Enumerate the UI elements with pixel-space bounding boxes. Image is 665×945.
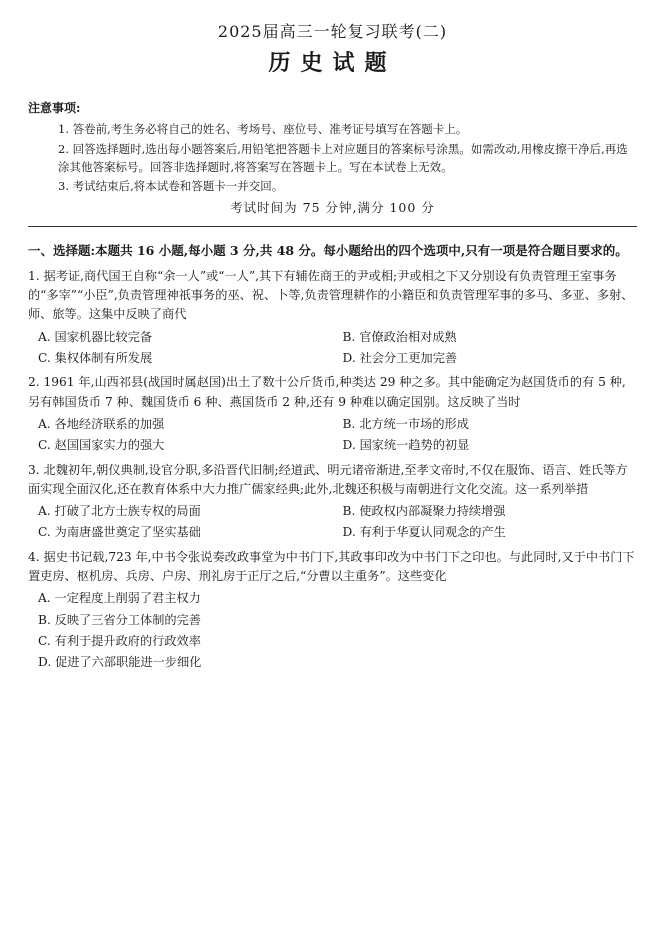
question-stem: 2. 1961 年,山西祁县(战国时属赵国)出土了数十公斤货币,种类达 29 种之多。其中能确定为赵国货币的有 5 种,另有韩国货币 7 种、魏国货币 6 种、燕国货币 2 种,还有 9 种难以确定国别。这反映了当时	[28, 375, 626, 409]
question-stem: 1. 据考证,商代国王自称“余一人”或“一人”,其下有辅佐商王的尹或相;尹或相之下又分别设有负责管理王室事务的“多宰”“小臣”,负责管理神祇事务的巫、祝、卜等,负责管理耕作的小籍臣和负责管理军事的多马、多亚、多射、师、旅等。这集中反映了商代	[28, 268, 634, 322]
option-b: B. 反映了三省分工体制的完善	[38, 612, 201, 627]
notice-item: 1. 答卷前,考生务必将自己的姓名、考场号、座位号、准考证号填写在答题卡上。	[58, 121, 468, 136]
exam-title: 2025届高三一轮复习联考(二)	[217, 22, 448, 41]
option-a: A. 各地经济联系的加强	[38, 416, 165, 431]
option-c: C. 为南唐盛世奠定了坚实基础	[38, 525, 201, 540]
option-a: A. 国家机器比较完备	[38, 329, 153, 344]
option-d: D. 国家统一趋势的初显	[342, 438, 470, 453]
option-a: A. 一定程度上削弱了君主权力	[38, 591, 201, 606]
option-d: D. 促进了六部职能进一步细化	[38, 655, 202, 670]
option-list	[38, 414, 637, 457]
exam-time: 考试时间为 75 分钟,满分 100 分	[230, 200, 435, 216]
notice-heading: 注意事项:	[28, 101, 81, 116]
option-c: C. 集权体制有所发展	[38, 351, 153, 365]
question-3	[28, 461, 637, 544]
option-list	[38, 588, 637, 673]
question-1	[28, 267, 637, 369]
question-stem: 3. 北魏初年,朝仪典制,设官分职,多沿晋代旧制;经道武、明元诸帝渐进,至孝文帝时,不仅在服饰、语言、姓氏等方面实现全面汉化,还在教育体系中大力推广儒家经典;此外,北魏还积极与南朝进行文化交流。这一系列举措	[28, 462, 628, 496]
option-c: C. 赵国国家实力的强大	[38, 438, 165, 453]
question-stem: 4. 据史书记载,723 年,中书令张说奏改政事堂为中书门下,其政事印改为中书门下之印也。与此同时,又于中书门下置吏房、枢机房、兵房、户房、刑礼房于正厅之后,“分曹以主重务”。这些变化	[28, 549, 635, 584]
option-c: C. 有利于提升政府的行政效率	[38, 634, 201, 648]
subject-title: 历史试题	[268, 49, 397, 76]
notice-item: 2. 回答选择题时,选出每小题答案后,用铅笔把答题卡上对应题目的答案标号涂黑。如需改动,用橡皮擦干净后,再选涂其他答案标号。回答非选择题时,将答案写在答题卡上。写在本试卷上无效。	[58, 141, 628, 174]
option-list	[38, 327, 637, 370]
question-2	[28, 373, 637, 456]
option-b: B. 官僚政治相对成熟	[342, 329, 457, 344]
divider	[28, 226, 637, 227]
section-heading: 一、选择题:本题共 16 小题,每小题 3 分,共 48 分。每小题给出的四个选项中,只有一项是符合题目要求的。	[28, 243, 628, 259]
notice-list	[58, 121, 637, 196]
question-4	[28, 548, 637, 674]
option-b: B. 使政权内部凝聚力持续增强	[342, 504, 506, 519]
notice-item: 3. 考试结束后,将本试卷和答题卡一并交回。	[58, 179, 284, 194]
option-d: D. 有利于华夏认同观念的产生	[342, 525, 506, 540]
notice-block	[28, 101, 637, 216]
option-d: D. 社会分工更加完善	[342, 351, 458, 365]
option-b: B. 北方统一市场的形成	[342, 416, 469, 431]
option-list	[38, 501, 637, 544]
option-a: A. 打破了北方士族专权的局面	[38, 504, 201, 519]
